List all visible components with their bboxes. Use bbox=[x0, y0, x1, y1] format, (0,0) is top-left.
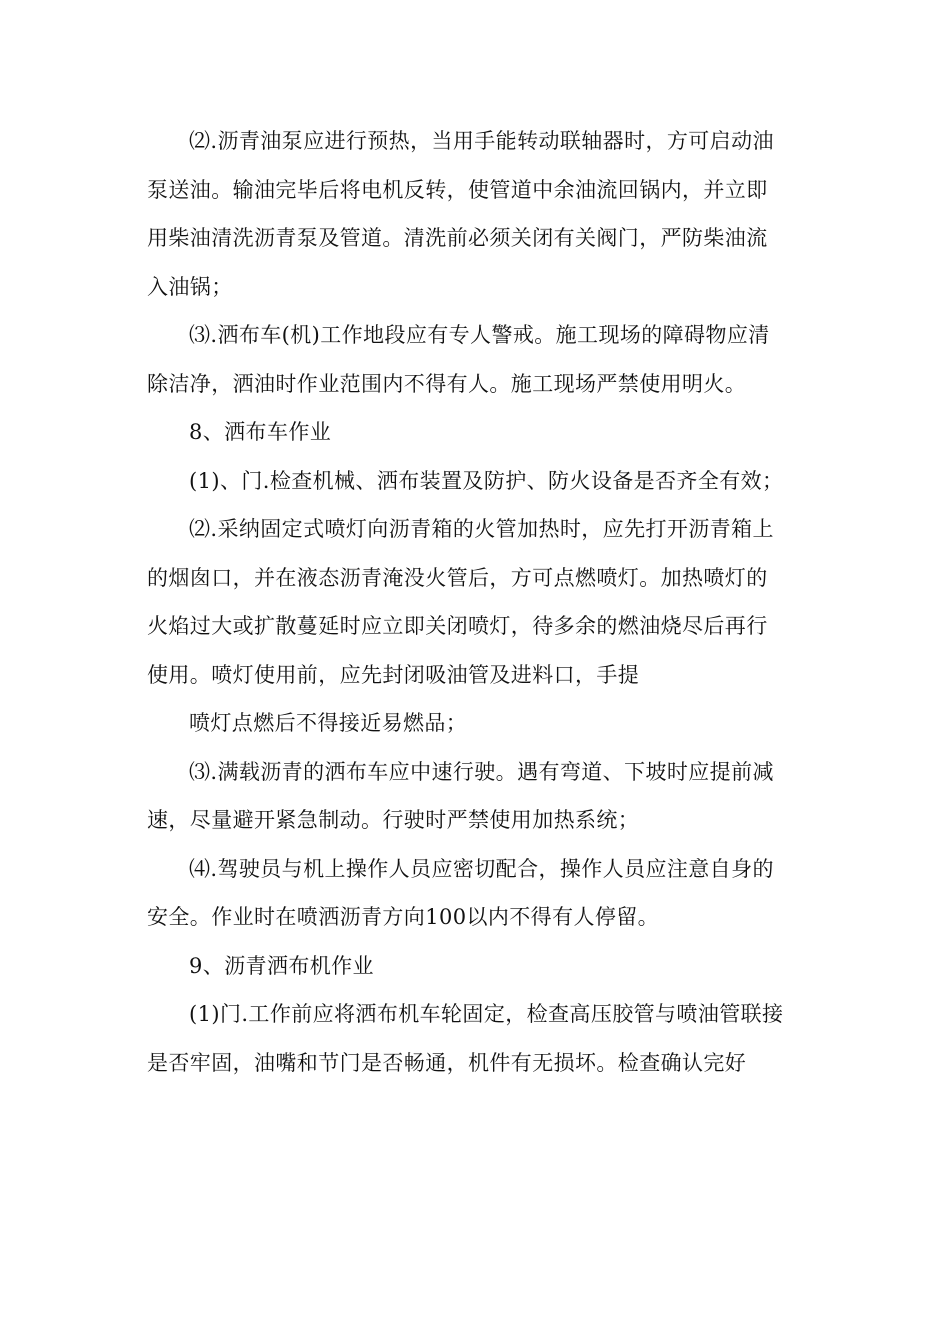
text-line: 火焰过大或扩散蔓延时应立即关闭喷灯，待多余的燃油烧尽后再行 bbox=[147, 614, 768, 638]
text-line: 除洁净，洒油时作业范围内不得有人。施工现场严禁使用明火。 bbox=[147, 371, 747, 396]
text-line: (1)门.工作前应将洒布机车轮固定，检查高压胶管与喷油管联接 bbox=[189, 1002, 784, 1026]
text-line: 用柴油清洗沥青泵及管道。清洗前必须关闭有关阀门，严防柴油流 bbox=[147, 226, 768, 250]
text-line: ⑵.沥青油泵应进行预热，当用手能转动联轴器时，方可启动油 bbox=[189, 129, 774, 153]
text-line: 的烟囱口，并在液态沥青淹没火管后，方可点燃喷灯。加热喷灯的 bbox=[147, 565, 768, 590]
text-line: 使用。喷灯使用前，应先封闭吸油管及进料口，手提 bbox=[147, 662, 640, 687]
text-line: 安全。作业时在喷洒沥青方向100以内不得有人停留。 bbox=[147, 905, 660, 929]
section-heading: 9、沥青洒布机作业 bbox=[189, 953, 374, 978]
text-line: (1)、门.检查机械、洒布装置及防护、防火设备是否齐全有效； bbox=[189, 468, 784, 493]
text-line: ⑷.驾驶员与机上操作人员应密切配合，操作人员应注意自身的 bbox=[189, 856, 774, 881]
text-line: ⑵.采纳固定式喷灯向沥青箱的火管加热时，应先打开沥青箱上 bbox=[189, 517, 774, 541]
text-line: 泵送油。输油完毕后将电机反转，使管道中余油流回锅内，并立即 bbox=[147, 177, 768, 202]
text-line: ⑶.洒布车(机)工作地段应有专人警戒。施工现场的障碍物应清 bbox=[189, 323, 770, 347]
document-body bbox=[147, 117, 807, 1087]
text-line: 入油锅； bbox=[147, 274, 233, 299]
text-line: 喷灯点燃后不得接近易燃品； bbox=[189, 711, 468, 735]
text-line: 是否牢固，油嘴和节门是否畅通，机件有无损坏。检查确认完好 bbox=[147, 1050, 747, 1075]
section-heading: 8、洒布车作业 bbox=[189, 420, 332, 444]
text-line: 速，尽量避开紧急制动。行驶时严禁使用加热系统； bbox=[147, 808, 640, 832]
text-line: ⑶.满载沥青的洒布车应中速行驶。遇有弯道、下坡时应提前减 bbox=[189, 759, 774, 784]
